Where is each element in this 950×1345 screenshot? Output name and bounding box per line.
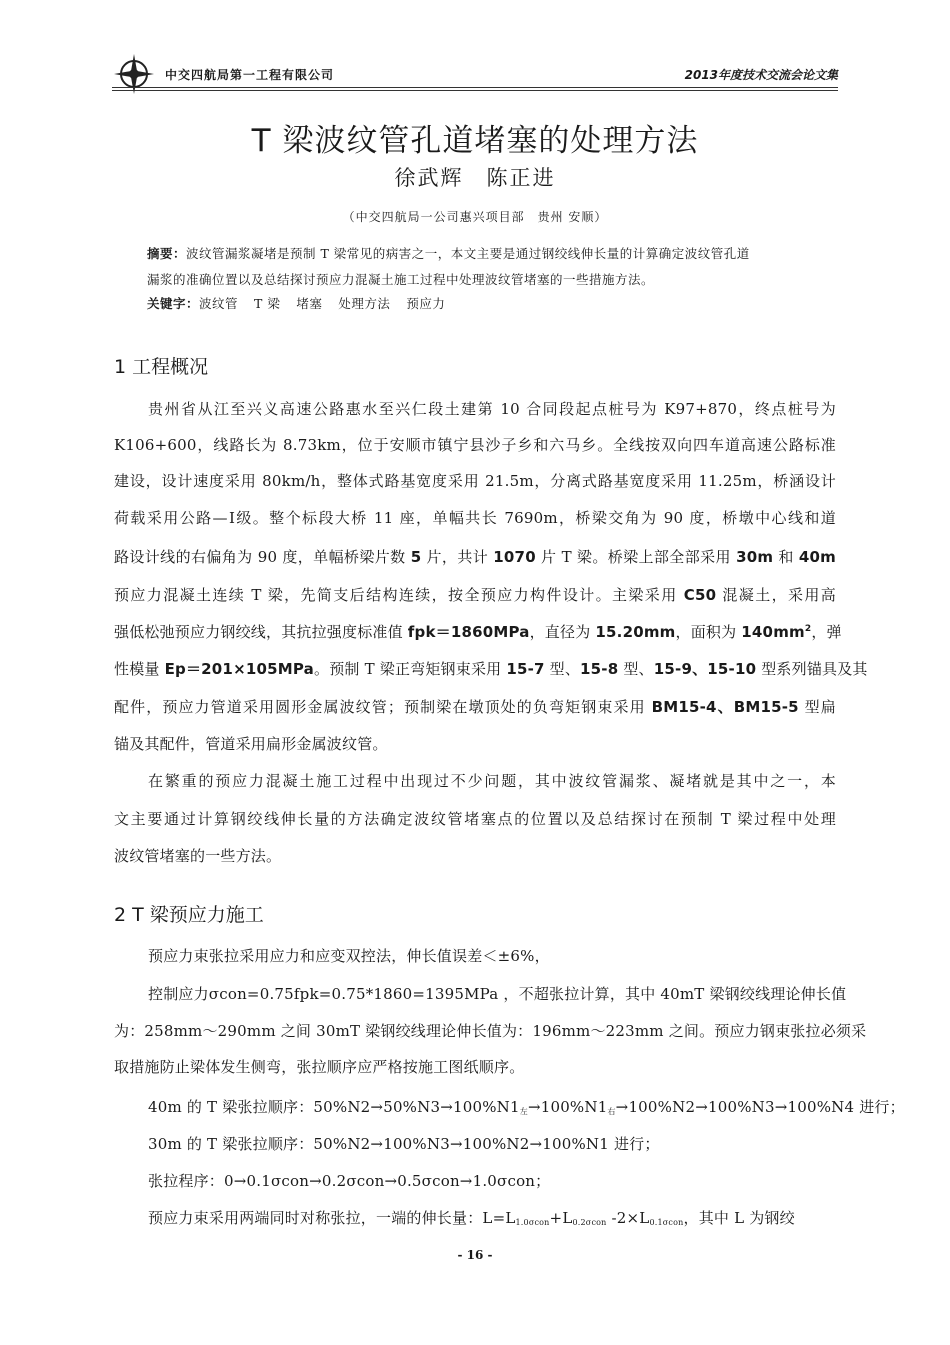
paragraph-line: 张拉程序：0→0.1σcon→0.2σcon→0.5σcon→1.0σcon； (148, 1172, 551, 1190)
text-run: ，弹 (811, 623, 842, 641)
paragraph-line: 贵州省从江至兴义高速公路惠水至兴仁段土建第 10 合同段起点桩号为 K97+870，终点桩号为 (148, 400, 836, 418)
paragraph-line: 锚及其配件，管道采用扁形金属波纹管。 (114, 735, 388, 753)
header-collection-title: 2013年度技术交流会论文集 (684, 68, 838, 82)
subscript: 0.1σcon (649, 1218, 684, 1227)
paper-affiliation: （中交四航局一公司惠兴项目部 贵州 安顺） (342, 210, 608, 224)
text-run-bold: BM15-4、BM15-5 (651, 698, 799, 716)
text-run-bold: 15-7 (506, 660, 545, 678)
paragraph-line (114, 621, 842, 642)
paragraph-line: 在繁重的预应力混凝土施工过程中出现过不少问题，其中波纹管漏浆、凝堵就是其中之一，本 (148, 772, 836, 790)
text-run: 性模量 (114, 660, 165, 678)
paragraph-line: 30m 的 T 梁张拉顺序：50%N2→100%N3→100%N2→100%N1 进行； (148, 1135, 660, 1153)
text-run: 型扁 (798, 698, 836, 716)
paragraph-line: 取措施防止梁体发生侧弯，张拉顺序应严格按施工图纸顺序。 (114, 1058, 525, 1076)
abstract-text: 波纹管漏浆凝堵是预制 T 梁常见的病害之一，本文主要是通过钢绞线伸长量的计算确定波纹管孔道 (186, 246, 750, 261)
text-run: 路设计线的右偏角为 90 度，单幅桥梁片数 (114, 548, 411, 566)
paragraph-line (114, 584, 836, 605)
section-heading: 2 T 梁预应力施工 (114, 904, 264, 926)
paragraph-line (114, 696, 836, 717)
text-run: 型、 (618, 660, 654, 678)
subscript: 左 (519, 1107, 528, 1116)
text-run-bold: 140mm (741, 623, 805, 641)
text-run: ，直径为 (529, 623, 596, 641)
section-heading: 1 工程概况 (114, 356, 209, 378)
text-run-bold: 5 (410, 548, 422, 566)
keyword: 波纹管 (199, 296, 239, 311)
keyword: 堵塞 (296, 296, 323, 311)
keyword: 处理方法 (338, 296, 391, 311)
text-run-bold: 1070 (493, 548, 536, 566)
text-run: 配件，预应力管道采用圆形金属波纹管；预制梁在墩顶处的负弯矩钢束采用 (114, 698, 652, 716)
text-run-bold: 15-9、15-10 (653, 660, 757, 678)
text-run-bold: C50 (683, 586, 717, 604)
header-divider-thin (112, 90, 838, 91)
text-run: 强低松弛预应力钢绞线，其抗拉强度标准值 (114, 623, 408, 641)
keywords-line (147, 294, 461, 312)
subscript: 右 (607, 1107, 616, 1116)
text-run: 片，共计 (421, 548, 494, 566)
paragraph-line: 为：258mm～290mm 之间 30mT 梁钢绞线理论伸长值为：196mm～223mm 之间。预应力钢束张拉必须采 (114, 1022, 867, 1040)
text-run: -2×L (606, 1209, 650, 1227)
paragraph-line (114, 546, 836, 567)
text-run: 型、 (544, 660, 581, 678)
text-run: →100%N2→100%N3→100%N4 进行； (615, 1098, 905, 1116)
subscript: 0.2σcon (572, 1218, 607, 1227)
text-run-bold: 15-8 (580, 660, 619, 678)
paragraph-line (148, 1096, 905, 1117)
keyword: T 梁 (254, 296, 281, 311)
paragraph-line: 荷载采用公路—Ⅰ级。整个标段大桥 11 座，单幅共长 7690m，桥梁交角为 90 度，桥墩中心线和道 (114, 509, 836, 527)
text-run-bold: fpk＝1860MPa (407, 623, 530, 641)
superscript: 2 (804, 624, 812, 634)
text-run: 。预制 T 梁正弯矩钢束采用 (314, 660, 507, 678)
abstract-line (147, 244, 750, 262)
abstract-line: 漏浆的准确位置以及总结探讨预应力混凝土施工过程中处理波纹管堵塞的一些措施方法。 (147, 272, 655, 287)
paragraph-line: 波纹管堵塞的一些方法。 (114, 847, 282, 865)
text-run: ，面积为 (675, 623, 742, 641)
text-run: 型系列锚具及其 (756, 660, 868, 678)
text-run: 和 (773, 548, 799, 566)
text-run-bold: 30m (736, 548, 774, 566)
text-run-bold: 40m (798, 548, 837, 566)
page-number: - 16 - (457, 1248, 493, 1262)
paragraph-line: K106+600，线路长为 8.73km，位于安顺市镇宁县沙子乡和六马乡。全线按双向四车道高速公路标准 (114, 436, 836, 454)
paragraph-line: 建设，设计速度采用 80km/h，整体式路基宽度采用 21.5m，分离式路基宽度采用 11.25m，桥涵设计 (114, 472, 836, 490)
paragraph-line: 控制应力σcon=0.75fpk=0.75*1860=1395MPa ，不超张拉计算，其中 40mT 梁钢绞线理论伸长值 (148, 985, 847, 1003)
paragraph-line: 预应力束张拉采用应力和应变双控法，伸长值误差＜±6%， (148, 947, 550, 965)
text-run: ，其中 L 为钢绞 (683, 1209, 795, 1227)
text-run: 混凝土，采用高 (716, 586, 836, 604)
subscript: 1.0σcon (515, 1218, 550, 1227)
paragraph-line: 文主要通过计算钢绞线伸长量的方法确定波纹管堵塞点的位置以及总结探讨在预制 T 梁过程中处理 (114, 810, 836, 828)
text-run: 预应力束采用两端同时对称张拉，一端的伸长量：L=L (148, 1209, 516, 1227)
header-company-name: 中交四航局第一工程有限公司 (165, 68, 335, 82)
text-run-bold: 15.20mm (595, 623, 676, 641)
text-run: →100%N1 (527, 1098, 608, 1116)
header-divider (112, 87, 838, 88)
abstract-label: 摘要： (147, 246, 187, 261)
text-run: 片 T 梁。桥梁上部全部采用 (535, 548, 737, 566)
text-run-bold: Ep＝201×105MPa (164, 660, 314, 678)
paragraph-line (148, 1207, 836, 1228)
paper-title: T 梁波纹管孔道堵塞的处理方法 (251, 123, 699, 159)
keyword: 预应力 (406, 296, 446, 311)
text-run: 40m 的 T 梁张拉顺序：50%N2→50%N3→100%N1 (148, 1098, 520, 1116)
keywords-label: 关键字： (147, 296, 200, 311)
text-run: 预应力混凝土连续 T 梁，先简支后结构连续，按全预应力构件设计。主梁采用 (114, 586, 684, 604)
paper-authors: 徐武辉 陈正进 (394, 166, 556, 190)
paragraph-line (114, 658, 868, 679)
text-run: +L (549, 1209, 573, 1227)
